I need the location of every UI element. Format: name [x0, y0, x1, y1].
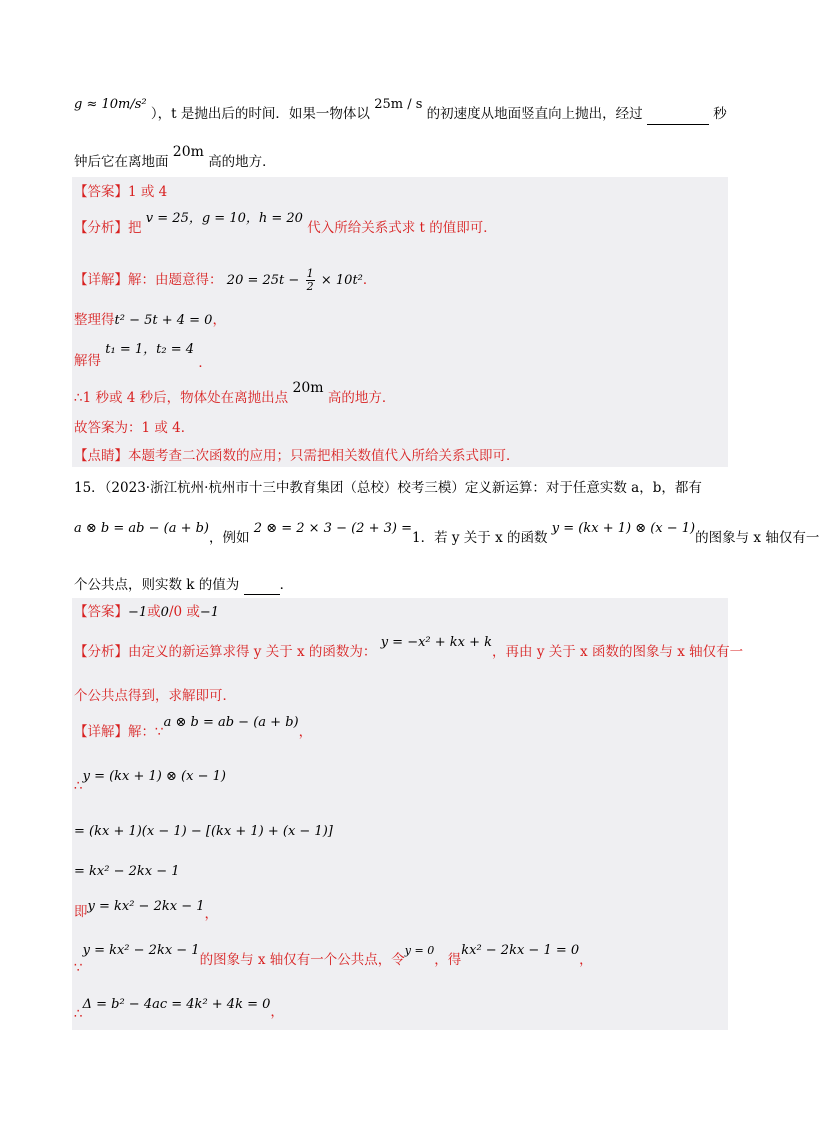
q15-line1: 15．（2023·浙江杭州·杭州市十三中教育集团（总校）校考三模）定义新运算：对于任意实数 a，b，都有	[74, 480, 702, 496]
answer-text: 1 或 4	[128, 184, 168, 200]
analysis-text1: 由定义的新运算求得 y 关于 x 的函数为：	[128, 644, 377, 660]
analysis-tag: 【分析】	[74, 220, 128, 236]
q15-line2-text2: 1．若 y 关于 x 的函数	[411, 530, 548, 546]
q14-answer-blank[interactable]	[647, 110, 709, 125]
step4-text2: ，	[204, 906, 218, 922]
q14-comment	[74, 446, 520, 466]
analysis-function: y = −x² + kx + k	[380, 635, 493, 650]
q15-line2	[74, 521, 819, 549]
conclusion-height: 20m	[292, 380, 324, 396]
analysis-math: v = 25，g = 10，h = 20	[145, 211, 303, 226]
answer-value-2: 0	[160, 605, 169, 620]
q15-step4	[74, 896, 218, 922]
answer-or-1: 或	[147, 604, 161, 620]
q15-detail	[74, 715, 313, 743]
therefore-symbol: ∴	[74, 390, 83, 406]
answer-or-2: /0 或	[168, 604, 200, 620]
q14-answer	[74, 182, 167, 202]
fraction-denominator: 2	[306, 280, 314, 293]
q14-line1-text2: 的初速度从地面竖直向上抛出，经过	[426, 106, 643, 122]
detail-tag: 【详解】	[74, 272, 128, 288]
detail-fraction	[306, 268, 315, 293]
q15-step3: = kx² − 2kx − 1	[74, 864, 180, 879]
q15-answer	[74, 602, 219, 623]
q15-analysis	[74, 635, 744, 663]
q15-line3	[74, 575, 293, 595]
detail-eq-right: × 10t²	[320, 273, 363, 288]
step5-y0: y = 0	[404, 944, 435, 957]
q14-conclusion	[74, 380, 396, 408]
q15-line2-text3: 的图象与 x 轴仅有一	[695, 530, 819, 546]
solve-text: 解得	[74, 353, 101, 369]
solve-text2: ．	[198, 355, 212, 371]
analysis-tag: 【分析】	[74, 644, 128, 660]
detail-text2: ．	[362, 272, 377, 288]
step5-text3: ，	[579, 952, 593, 968]
answer-value-3: −1	[199, 605, 220, 620]
q15-definition: a ⊗ b = ab − (a + b)	[74, 521, 209, 536]
step5-math: y = kx² − 2kx − 1	[82, 943, 200, 958]
q15-answer-blank[interactable]	[244, 580, 280, 595]
fraction-numerator: 1	[306, 267, 314, 280]
therefore-symbol: ∴	[74, 778, 83, 794]
q15-step1	[74, 766, 226, 794]
q14-detail	[74, 268, 376, 293]
step6-text2: ，	[270, 1004, 284, 1020]
q15-analysis-line2: 个公共点得到，求解即可．	[74, 688, 236, 704]
q14-line2-text1: 钟后它在离地面	[74, 154, 169, 170]
analysis-text2: ，再由 y 关于 x 函数的图象与 x 轴仅有一	[492, 644, 744, 660]
conclusion-text2: 高的地方．	[327, 390, 396, 406]
q14-final: 故答案为：1 或 4．	[74, 420, 195, 436]
q15-line3-text2: ．	[279, 577, 294, 593]
answer-tag: 【答案】	[74, 184, 128, 200]
q15-line3-text1: 个公共点，则实数 k 的值为	[74, 577, 240, 593]
q15-step5	[74, 943, 593, 976]
detail-tag: 【详解】	[74, 724, 128, 740]
comment-text: 本题考查二次函数的应用；只需把相关数值代入所给关系式即可．	[128, 448, 520, 464]
q15-example: 2 ⊗ = 2 × 3 − (2 + 3) =	[253, 521, 412, 536]
q14-arrange	[74, 310, 226, 331]
q14-solve	[74, 342, 212, 371]
q14-height: 20m	[172, 144, 204, 160]
comment-tag: 【点睛】	[74, 448, 128, 464]
q14-line2	[74, 144, 276, 172]
solve-math: t₁ = 1，t₂ = 4	[105, 342, 195, 357]
detail-eq-left: 20 = 25t −	[226, 273, 300, 288]
step5-text2: ，得	[434, 952, 462, 968]
answer-tag: 【答案】	[74, 604, 128, 620]
answer-value-1: −1	[128, 605, 148, 620]
q15-function: y = (kx + 1) ⊗ (x − 1)	[551, 521, 696, 536]
step5-text1: 的图象与 x 轴仅有一个公共点，令	[199, 952, 405, 968]
therefore-symbol: ∴	[74, 1006, 83, 1022]
detail-text1: 解：	[128, 724, 155, 740]
q14-v0: 25m / s	[374, 97, 423, 112]
step1-math: y = (kx + 1) ⊗ (x − 1)	[82, 769, 226, 784]
because-symbol: ∵	[74, 960, 83, 976]
conclusion-text1: 1 秒或 4 秒后，物体处在离抛出点	[82, 390, 289, 406]
detail-text1: 解：由题意得：	[128, 272, 223, 288]
arrange-text2: ，	[212, 312, 226, 328]
q15-step6	[74, 994, 284, 1022]
q14-line1	[74, 97, 727, 125]
step6-math: Δ = b² − 4ac = 4k² + 4k = 0	[82, 997, 271, 1012]
step5-equation: kx² − 2kx − 1 = 0	[461, 943, 580, 958]
analysis-text1: 把	[128, 220, 142, 236]
q14-analysis	[74, 211, 497, 239]
detail-math: a ⊗ b = ab − (a + b)	[163, 715, 299, 730]
q14-g-formula: g ≈ 10m/s²	[74, 97, 147, 112]
q14-line1-text1: ），t 是抛出后的时间．如果一物体以	[150, 106, 370, 122]
analysis-text2: 代入所给关系式求 t 的值即可．	[307, 220, 497, 236]
detail-text2: ，	[298, 724, 313, 740]
q15-step2: = (kx + 1)(x − 1) − [(kx + 1) + (x − 1)]	[74, 824, 333, 839]
q15-line2-text1: ，例如	[209, 530, 250, 546]
step4-text: 即	[74, 904, 88, 920]
because-symbol: ∵	[155, 724, 164, 740]
q14-line2-text2: 高的地方．	[208, 154, 276, 170]
arrange-text: 整理得	[74, 312, 115, 328]
q14-line1-text3: 秒	[713, 106, 727, 122]
arrange-math: t² − 5t + 4 = 0	[114, 313, 213, 328]
step4-math: y = kx² − 2kx − 1	[87, 899, 205, 914]
